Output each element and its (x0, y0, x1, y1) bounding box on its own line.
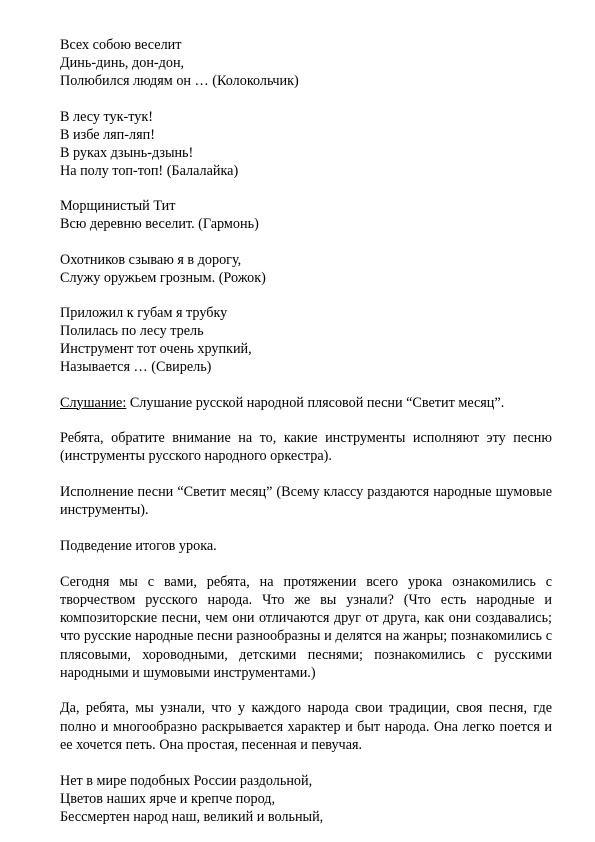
document-body (60, 36, 552, 842)
poem-line: Цветов наших ярче и крепче пород, (60, 790, 276, 807)
poem-stanza (60, 772, 552, 826)
riddle-line: В лесу тук-тук! (60, 108, 153, 125)
riddle-svirel (60, 304, 552, 376)
riddle-balalaika (60, 108, 552, 180)
listening-label: Слушание: (60, 394, 127, 411)
riddle-line: В руках дзынь-дзынь! (60, 144, 194, 161)
riddle-rozhok (60, 251, 552, 287)
riddle-line: На полу топ-топ! (Балалайка) (60, 162, 239, 179)
summary-heading: Подведение итогов урока. (60, 538, 217, 555)
riddle-line: Инструмент тот очень хрупкий, (60, 341, 252, 357)
riddle-line: Охотников сзываю я в дорогу, (60, 251, 242, 268)
summary-paragraph: Сегодня мы с вами, ребята, на протяжении всего урока ознакомились с творчеством русского народа. Что же вы узнали? (Что есть народные и композиторские песни, чем они отличаются друг от друга, как они создавались; что русские народные песни разнообразны и делятся на жанры; познакомились с плясовыми, хороводными, детскими песнями; познакомились с русскими народными и шумовыми инструментами.) (60, 573, 552, 681)
listening-text: Слушание русской народной плясовой песни “Светит месяц”. (126, 394, 505, 411)
riddle-line: Всех собою веселит (60, 37, 182, 53)
riddle-garmon (60, 197, 552, 233)
poem-line: Бессмертен народ наш, великий и вольный, (60, 808, 324, 825)
performance-paragraph: Исполнение песни “Светит месяц” (Всему классу раздаются народные шумовые инструменты). (60, 484, 552, 519)
poem-line: Нет в мире подобных России раздольной, (60, 772, 313, 789)
riddle-line: Полюбился людям он … (Колокольчик) (60, 73, 299, 89)
riddle-line: Полилась по лесу трель (60, 323, 204, 339)
riddle-line: В избе ляп-ляп! (60, 126, 155, 143)
riddle-line: Всю деревню веселит. (Гармонь) (60, 216, 259, 232)
riddle-kolokolchik (60, 36, 552, 90)
listening-paragraph (60, 394, 552, 412)
riddle-line: Приложил к губам я трубку (60, 305, 228, 321)
riddle-line: Называется … (Свирель) (60, 359, 212, 375)
conclusion-paragraph: Да, ребята, мы узнали, что у каждого народа свои традиции, своя песня, где полно и многообразно раскрывается характер и быт народа. Она легко поется и ее хочется петь. Она простая, песенная и певучая. (60, 700, 552, 753)
attention-paragraph: Ребята, обратите внимание на то, какие инструменты исполняют эту песню (инструменты русского народного оркестра). (60, 430, 552, 465)
riddle-line: Морщинистый Тит (60, 198, 176, 214)
riddle-line: Динь-динь, дон-дон, (60, 55, 185, 71)
riddle-line: Служу оружьем грозным. (Рожок) (60, 269, 266, 286)
